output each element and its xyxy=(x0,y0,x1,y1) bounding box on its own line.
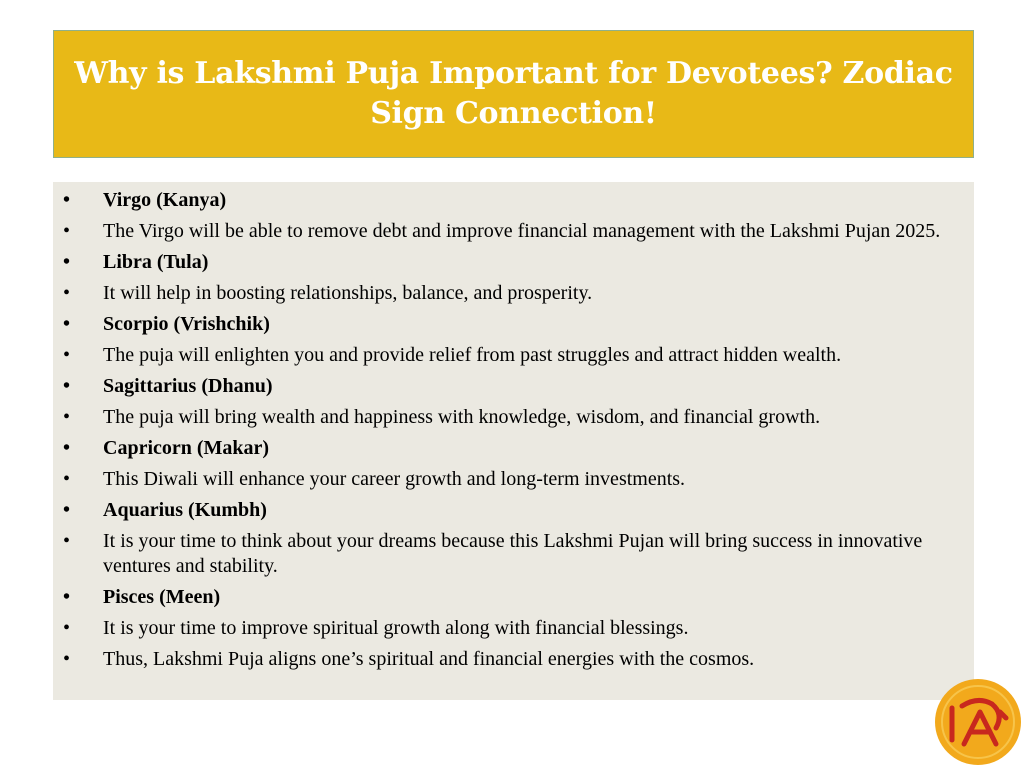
zodiac-heading: • Libra (Tula) xyxy=(63,250,944,275)
zodiac-heading: • Capricorn (Makar) xyxy=(63,436,944,461)
bullet-list xyxy=(63,188,944,672)
page-title: Why is Lakshmi Puja Important for Devotees? Zodiac Sign Connection! xyxy=(74,56,953,131)
zodiac-heading: • Pisces (Meen) xyxy=(63,585,944,610)
bullet-text: • Thus, Lakshmi Puja aligns one’s spiritual and financial energies with the cosmos. xyxy=(63,647,944,672)
brand-logo-icon xyxy=(934,678,1022,766)
bullet-text: • It is your time to think about your dreams because this Lakshmi Pujan will bring success in innovative ventures and stability. xyxy=(63,529,944,579)
bullet-text: • This Diwali will enhance your career growth and long-term investments. xyxy=(63,467,944,492)
bullet-text: • It will help in boosting relationships, balance, and prosperity. xyxy=(63,281,944,306)
zodiac-heading: • Virgo (Kanya) xyxy=(63,188,944,213)
bullet-text: • It is your time to improve spiritual growth along with financial blessings. xyxy=(63,616,944,641)
title-banner xyxy=(53,30,974,158)
content-panel xyxy=(53,182,974,700)
bullet-text: • The puja will bring wealth and happiness with knowledge, wisdom, and financial growth. xyxy=(63,405,944,430)
bullet-text: • The Virgo will be able to remove debt and improve financial management with the Lakshmi Pujan 2025. xyxy=(63,219,944,244)
zodiac-heading: • Scorpio (Vrishchik) xyxy=(63,312,944,337)
zodiac-heading: • Aquarius (Kumbh) xyxy=(63,498,944,523)
zodiac-heading: • Sagittarius (Dhanu) xyxy=(63,374,944,399)
bullet-text: • The puja will enlighten you and provide relief from past struggles and attract hidden wealth. xyxy=(63,343,944,368)
logo-outer-circle xyxy=(935,679,1021,765)
